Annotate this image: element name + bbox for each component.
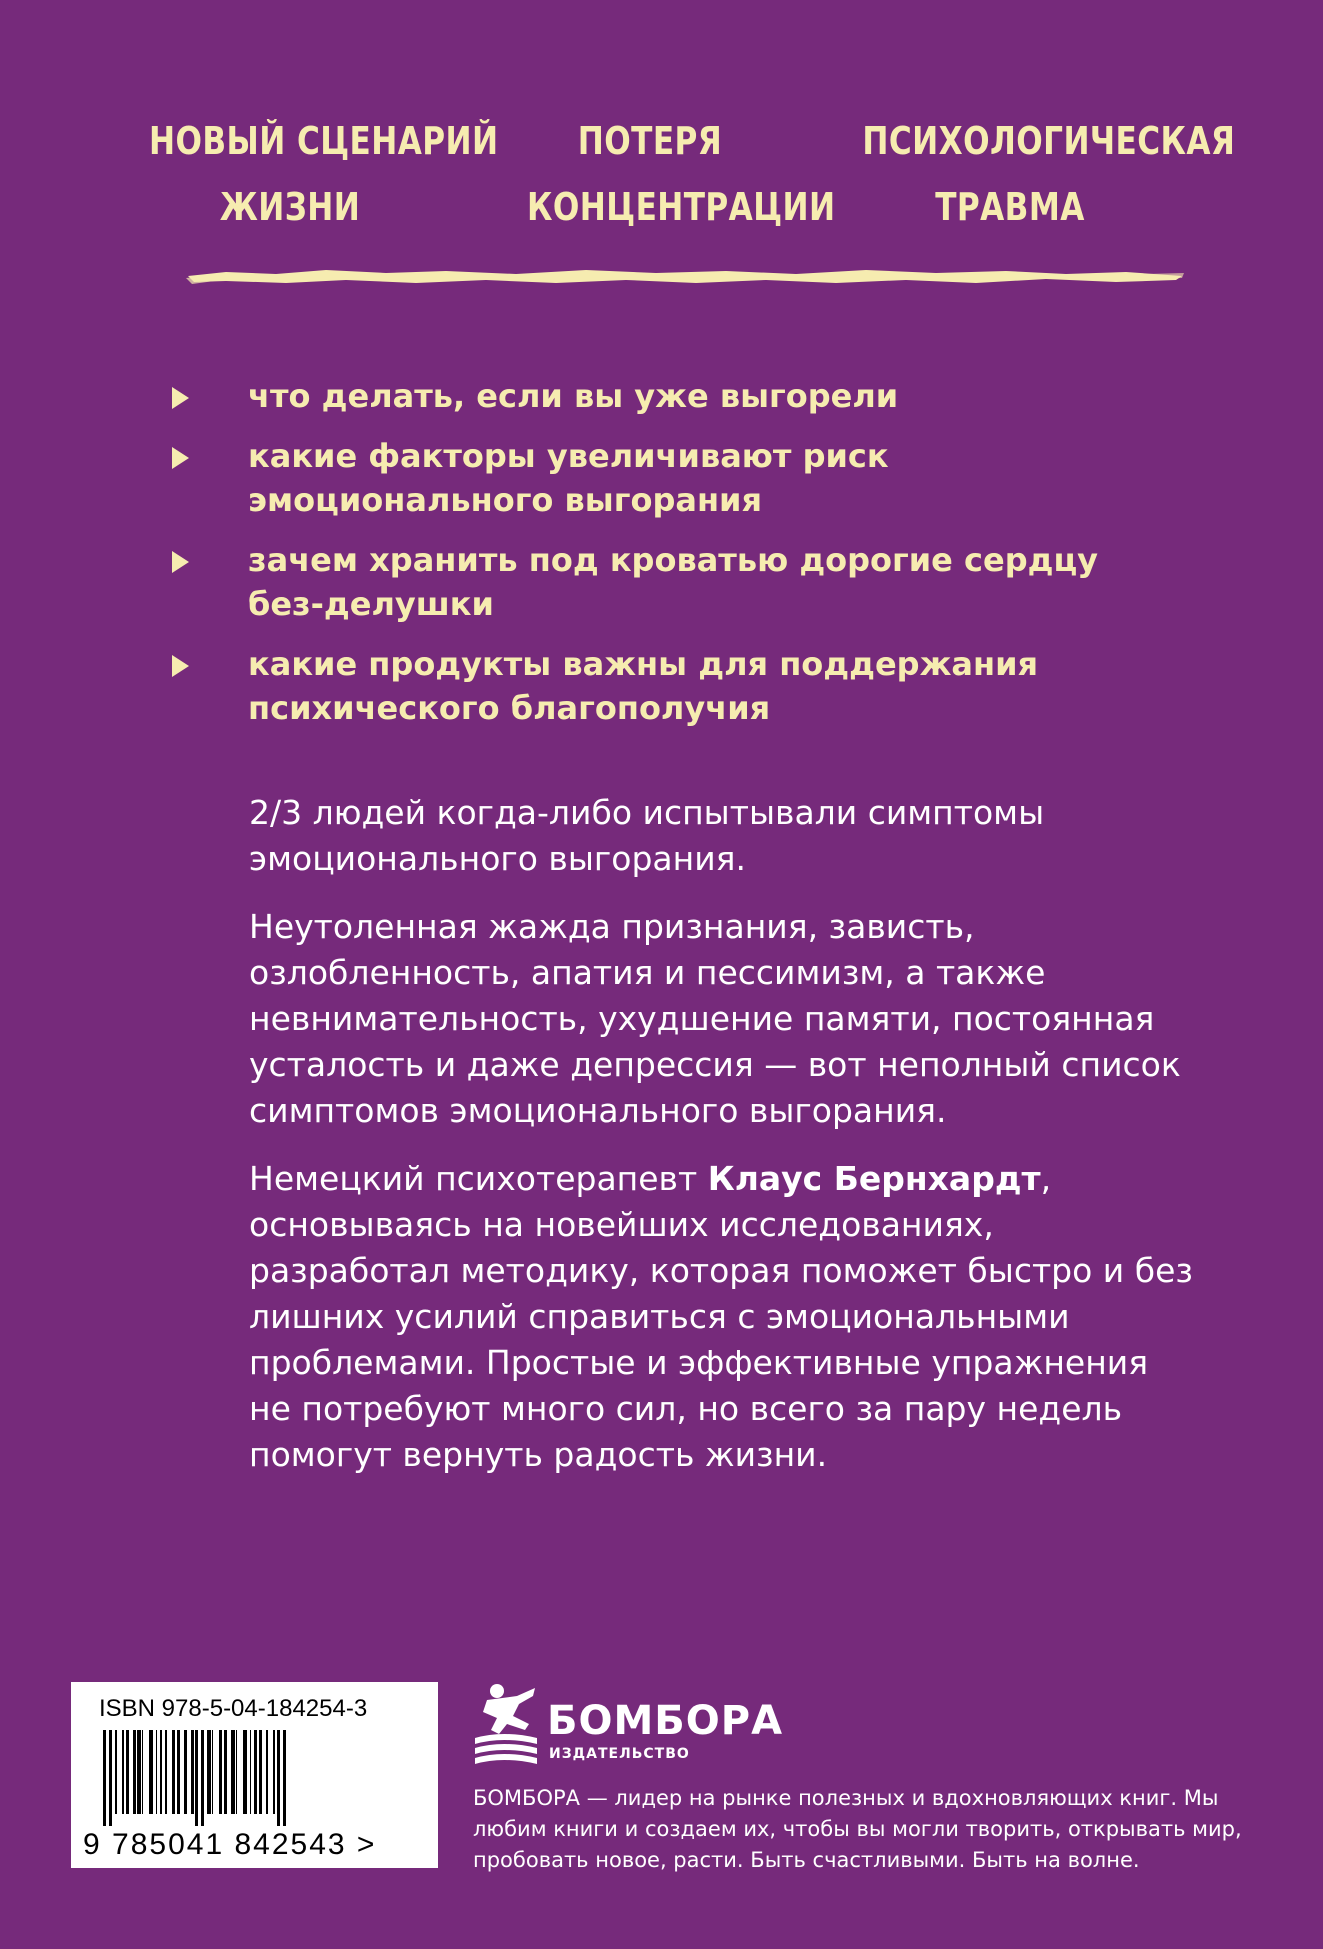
barcode-bar <box>172 1730 175 1814</box>
isbn-label: ISBN 978-5-04-184254-3 <box>99 1695 368 1722</box>
barcode-bar <box>273 1730 275 1814</box>
symptoms-paragraph: Неутоленная жажда признания, зависть, озлобленность, апатия и пессимизм, а также невнимательность, ухудшение памяти, постоянная усталость и даже депрессия — вот неполный список симптомов эмоционального выгорания. <box>249 907 1181 1130</box>
barcode-bar <box>277 1730 280 1826</box>
barcode-bar <box>109 1730 112 1826</box>
topic-psychological-trauma <box>862 108 1236 240</box>
barcode-bar <box>266 1730 268 1814</box>
barcode-bar <box>191 1730 194 1814</box>
barcode-bar <box>149 1730 153 1814</box>
bullet-text: зачем хранить под кроватью дорогие сердцу без-делушки <box>248 541 1099 623</box>
barcode-bar <box>122 1730 124 1814</box>
barcode-bar <box>115 1730 117 1814</box>
topic-line: ПОТЕРЯ <box>577 119 723 163</box>
brush-stroke-divider <box>186 262 1184 292</box>
list-item <box>168 642 1168 730</box>
statistic-paragraph: 2/3 людей когда-либо испытывали симптомы эмоционального выгорания. <box>249 793 1045 878</box>
barcode-bar <box>126 1730 129 1814</box>
barcode-bar <box>142 1730 143 1814</box>
bullet-text: какие факторы увеличивают риск эмоционального выгорания <box>248 437 889 519</box>
barcode-bar <box>156 1730 157 1814</box>
barcode-bar <box>160 1730 162 1814</box>
triangle-bullet-icon <box>172 447 189 469</box>
barcode-bar <box>195 1730 198 1826</box>
barcode-bar <box>250 1730 251 1814</box>
barcode-bar <box>103 1730 106 1826</box>
barcode-bar <box>133 1730 136 1814</box>
list-item <box>168 434 1168 522</box>
barcode-bar <box>177 1730 180 1814</box>
bullet-text: какие продукты важны для поддержания психического благополучия <box>248 645 1039 727</box>
barcode-bar <box>219 1730 222 1814</box>
triangle-bullet-icon <box>172 551 189 573</box>
author-paragraph <box>249 1156 1199 1478</box>
topic-line: КОНЦЕНТРАЦИИ <box>527 185 836 229</box>
triangle-bullet-icon <box>172 387 189 409</box>
barcode-bar <box>207 1730 211 1814</box>
bombora-figure-icon <box>473 1682 539 1766</box>
bullet-text: что делать, если вы уже выгорели <box>248 377 899 415</box>
barcode-bar <box>165 1730 167 1814</box>
topic-new-life-scenario <box>148 108 499 240</box>
barcode-bar <box>259 1730 262 1814</box>
publisher-subtitle: ИЗДАТЕЛЬСТВО <box>549 1746 690 1762</box>
triangle-bullet-icon <box>172 655 189 677</box>
barcode-bar <box>184 1730 187 1814</box>
barcode-bar <box>201 1730 204 1826</box>
barcode-bar <box>224 1730 227 1814</box>
barcode-bar <box>254 1730 257 1814</box>
topic-line: НОВЫЙ СЦЕНАРИЙ <box>148 119 499 163</box>
bullet-list <box>168 374 1168 746</box>
barcode-bar <box>137 1730 141 1814</box>
topic-line: ТРАВМА <box>935 185 1085 229</box>
barcode-bar <box>212 1730 213 1814</box>
barcode-block <box>71 1682 438 1868</box>
author-name: Клаус Бернхардт <box>707 1159 1041 1198</box>
publisher-name: БОМБОРА <box>547 1698 784 1744</box>
barcode-bar <box>243 1730 247 1814</box>
barcode-bars <box>99 1730 409 1826</box>
list-item <box>168 374 1168 418</box>
barcode-bar <box>231 1730 235 1814</box>
author-paragraph-rest: , основываясь на новейших исследованиях, разработал методику, которая поможет быстро и без лишних усилий справиться с эмоциональными проблемами. Простые и эффективные упражнения не потребуют много сил, но всего за пару недель помогут вернуть радость жизни. <box>249 1159 1193 1474</box>
barcode-digits: 9 785041 842543 > <box>83 1828 377 1861</box>
publisher-description: БОМБОРА — лидер на рынке полезных и вдохновляющих книг. Мы любим книги и создаем их, чтобы вы могли творить, открывать мир, пробовать новое, расти. Быть счастливыми. Быть на волне. <box>473 1786 1242 1872</box>
topic-line: ПСИХОЛОГИЧЕСКАЯ <box>862 119 1236 163</box>
topic-loss-of-concentration <box>527 108 836 240</box>
barcode-bar <box>283 1730 286 1826</box>
author-intro: Немецкий психотерапевт <box>249 1159 708 1198</box>
barcode-bar <box>236 1730 237 1814</box>
list-item <box>168 538 1168 626</box>
topic-line: ЖИЗНИ <box>219 185 361 229</box>
description-text <box>249 790 1199 1500</box>
